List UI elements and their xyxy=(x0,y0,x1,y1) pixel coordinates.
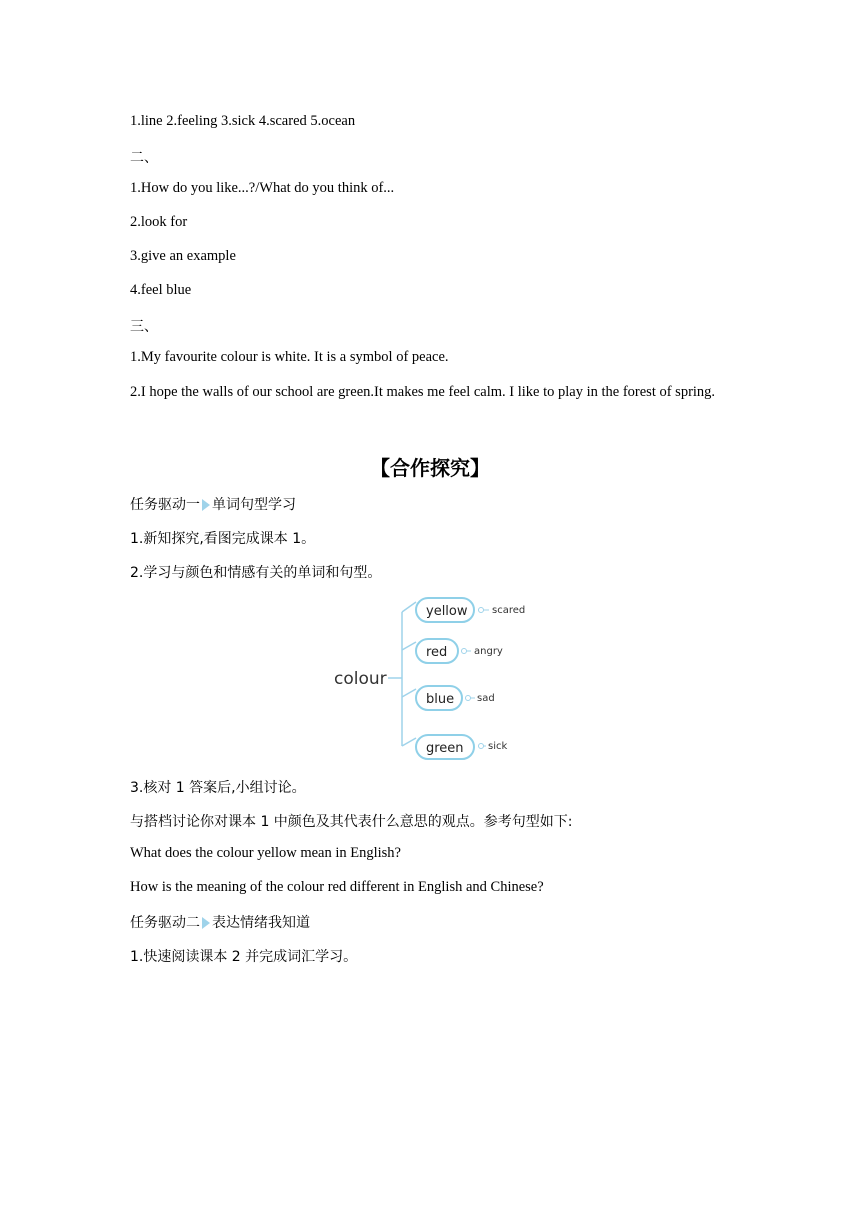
section-3-item-2: 2.I hope the walls of our school are green.It makes me feel calm. I like to play in the forest of spring. xyxy=(130,384,716,400)
task-2-title xyxy=(130,912,310,932)
branch-colour-blue: blue xyxy=(426,692,455,707)
mindmap-branch-blue xyxy=(402,686,495,710)
branch-colour-yellow: yellow xyxy=(426,604,468,619)
discussion-intro: 与搭档讨论你对课本 1 中颜色及其代表什么意思的观点。参考句型如下: xyxy=(130,814,573,830)
vocab-answers: 1.line 2.feeling 3.sick 4.scared 5.ocean xyxy=(130,113,356,129)
cooperation-heading: 【合作探究】 xyxy=(370,456,490,480)
mindmap-root: colour xyxy=(334,669,387,689)
branch-feeling-sad: sad xyxy=(477,693,495,704)
mindmap-branch-red xyxy=(402,639,503,663)
section-3-item-1: 1.My favourite colour is white. It is a symbol of peace. xyxy=(130,349,449,365)
branch-colour-red: red xyxy=(426,645,448,660)
section-2-item-1: 1.How do you like...?/What do you think of... xyxy=(130,180,395,196)
task-2-step-1: 1.快速阅读课本 2 并完成词汇学习。 xyxy=(130,949,358,965)
task-1-step-2: 2.学习与颜色和情感有关的单词和句型。 xyxy=(130,565,382,581)
branch-feeling-angry: angry xyxy=(474,646,503,657)
question-2: How is the meaning of the colour red different in English and Chinese? xyxy=(130,879,544,895)
branch-colour-green: green xyxy=(426,741,464,756)
section-3-marker: 三、 xyxy=(130,319,158,335)
task-2-prefix: 任务驱动二 xyxy=(130,915,200,931)
step-3: 3.核对 1 答案后,小组讨论。 xyxy=(130,780,306,796)
mindmap-branch-green xyxy=(402,735,507,759)
section-2-item-2: 2.look for xyxy=(130,214,188,230)
task-1-prefix: 任务驱动一 xyxy=(130,497,200,513)
section-2-marker: 二、 xyxy=(130,150,158,166)
mindmap-branch-yellow xyxy=(402,598,525,622)
task-1-title xyxy=(130,494,296,514)
branch-feeling-sick: sick xyxy=(488,741,508,752)
task-1-step-1: 1.新知探究,看图完成课本 1。 xyxy=(130,531,316,547)
section-2-item-3: 3.give an example xyxy=(130,248,236,264)
section-2-item-4: 4.feel blue xyxy=(130,282,192,298)
colour-mindmap xyxy=(330,592,540,764)
branch-feeling-scared: scared xyxy=(492,605,526,616)
task-2-name: 表达情绪我知道 xyxy=(212,915,310,931)
question-1: What does the colour yellow mean in English? xyxy=(130,845,401,861)
arrow-icon xyxy=(202,917,210,929)
arrow-icon xyxy=(202,499,210,511)
task-1-name: 单词句型学习 xyxy=(212,497,296,513)
